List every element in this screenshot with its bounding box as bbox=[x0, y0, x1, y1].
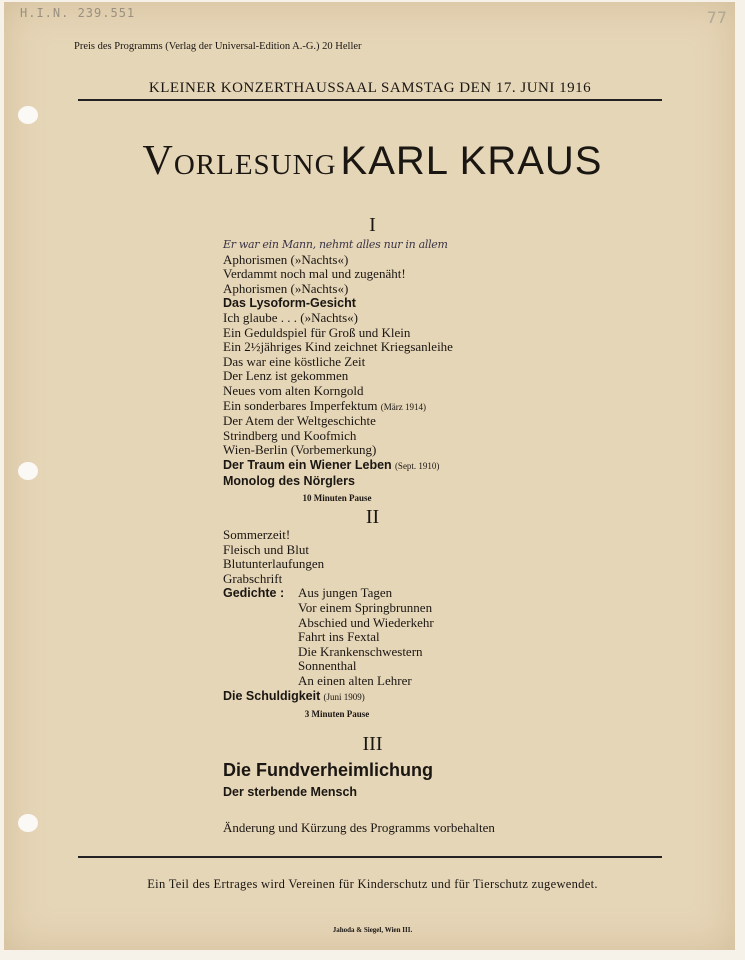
program-item: Der sterbende Mensch bbox=[223, 785, 358, 799]
program-item bbox=[223, 474, 487, 489]
title-author: KARL KRAUS bbox=[340, 139, 603, 183]
footer-rule bbox=[78, 856, 662, 858]
header-rule bbox=[78, 99, 662, 101]
item-date-note: (Juni 1909) bbox=[323, 691, 365, 702]
item-title: Ich glaube . . . (»Nachts«) bbox=[223, 309, 359, 325]
program-item: Fleisch und Blut bbox=[223, 541, 309, 557]
section-i-list bbox=[223, 238, 487, 504]
program-item bbox=[223, 326, 487, 341]
page-number: 77 bbox=[706, 8, 727, 27]
program-item: Sommerzeit! bbox=[223, 527, 291, 542]
poem-item: Sonnenthal bbox=[298, 658, 357, 674]
donation-note: Ein Teil des Ertrages wird Vereinen für Kinderschutz und für Tierschutz zugewendet. bbox=[147, 877, 598, 891]
item-title: Strindberg und Koofmich bbox=[223, 427, 357, 443]
item-title: Aphorismen (»Nachts«) bbox=[223, 280, 349, 296]
program-item bbox=[223, 458, 487, 474]
program-item bbox=[223, 253, 487, 268]
item-title: Ein sonderbares Imperfektum bbox=[223, 397, 378, 413]
poem-item: Aus jungen Tagen bbox=[298, 585, 393, 601]
change-notice: Änderung und Kürzung des Programms vorbehalten bbox=[223, 820, 495, 835]
poem-item: Vor einem Springbrunnen bbox=[298, 599, 433, 615]
item-title: Das war eine köstliche Zeit bbox=[223, 353, 366, 369]
program-item bbox=[223, 399, 487, 415]
item-title: Monolog des Nörglers bbox=[223, 473, 355, 488]
item-date-note: (Sept. 1910) bbox=[394, 460, 440, 471]
program-item bbox=[223, 414, 487, 429]
inventory-stamp: H.I.N. 239.551 bbox=[20, 6, 136, 20]
program-item bbox=[223, 384, 487, 399]
pause-note: 10 Minuten Pause bbox=[302, 493, 372, 504]
section-numeral-ii: II bbox=[365, 506, 380, 528]
program-price: Preis des Programms (Verlag der Universal-Edition A.-G.) 20 Heller bbox=[74, 41, 362, 52]
section-numeral-iii: III bbox=[362, 733, 383, 755]
item-title: Neues vom alten Korngold bbox=[223, 382, 364, 398]
printer-imprint: Jahoda & Siegel, Wien III. bbox=[332, 926, 413, 934]
program-item bbox=[223, 340, 487, 355]
program-item bbox=[223, 355, 487, 370]
program-item bbox=[223, 369, 487, 384]
program-item bbox=[223, 311, 487, 326]
poem-item: Die Krankenschwestern bbox=[298, 643, 423, 659]
section-ii-list bbox=[223, 528, 487, 720]
title-vorlesung: Vorlesung bbox=[142, 138, 337, 184]
pause-note: 3 Minuten Pause bbox=[304, 709, 370, 720]
poem-item: An einen alten Lehrer bbox=[298, 672, 412, 688]
item-title: Aphorismen (»Nachts«) bbox=[223, 251, 349, 267]
poems-label: Gedichte : bbox=[223, 586, 285, 601]
poem-item: Fahrt ins Fextal bbox=[298, 629, 380, 645]
item-title: Der Lenz ist gekommen bbox=[223, 368, 349, 384]
section-numeral-i: I bbox=[369, 214, 376, 236]
punch-hole bbox=[18, 106, 38, 124]
venue-date: KLEINER KONZERTHAUSSAAL SAMSTAG DEN 17. JUNI 1916 bbox=[148, 80, 592, 96]
program-item bbox=[223, 429, 487, 444]
program-item bbox=[223, 267, 487, 282]
item-date-note: (März 1914) bbox=[380, 401, 426, 412]
item-title: Verdammt noch mal und zugenäht! bbox=[223, 266, 406, 282]
handwritten-note: Er war ein Mann, nehmt alles nur in allem bbox=[223, 238, 448, 251]
program-item: Die Schuldigkeit bbox=[223, 688, 321, 703]
item-title: Ein 2½jähriges Kind zeichnet Kriegsanleihe bbox=[223, 339, 453, 355]
item-title: Wien-Berlin (Vorbemerkung) bbox=[223, 442, 377, 458]
program-item bbox=[223, 282, 487, 297]
program-item bbox=[223, 443, 487, 458]
program-item: Grabschrift bbox=[223, 570, 283, 586]
item-title: Der Atem der Weltgeschichte bbox=[223, 413, 376, 429]
poem-item: Abschied und Wiederkehr bbox=[298, 614, 434, 630]
page-title bbox=[60, 140, 685, 182]
item-title: Das Lysoform-Gesicht bbox=[223, 296, 356, 311]
punch-hole bbox=[18, 462, 38, 480]
program-item: Blutunterlaufungen bbox=[223, 556, 325, 572]
item-title: Der Traum ein Wiener Leben bbox=[223, 457, 392, 472]
program-item bbox=[223, 296, 487, 311]
item-title: Ein Geduldspiel für Groß und Klein bbox=[223, 324, 411, 340]
program-item-main: Die Fundverheimlichung bbox=[223, 760, 434, 780]
punch-hole bbox=[18, 814, 38, 832]
